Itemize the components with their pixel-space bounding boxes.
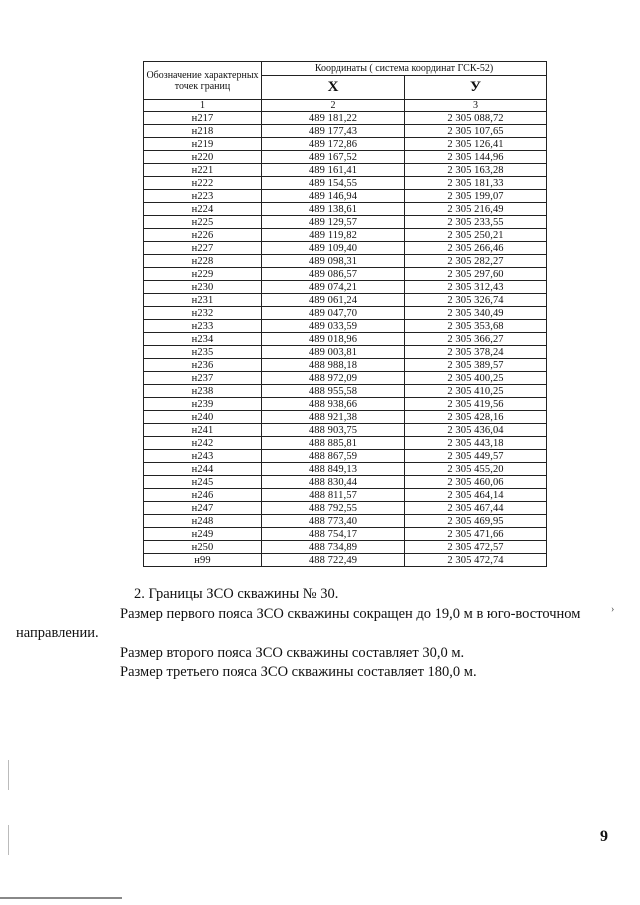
- x-coordinate-cell: 489 181,22: [262, 112, 405, 125]
- y-coordinate-cell: 2 305 472,74: [405, 554, 547, 567]
- point-name-cell: н244: [144, 463, 262, 476]
- x-coordinate-cell: 488 811,57: [262, 489, 405, 502]
- x-coordinate-cell: 489 129,57: [262, 216, 405, 229]
- column-number-2: 2: [262, 100, 405, 112]
- table-row: [144, 255, 547, 268]
- table-row: [144, 554, 547, 567]
- y-coordinate-cell: 2 305 233,55: [405, 216, 547, 229]
- x-coordinate-cell: 489 146,94: [262, 190, 405, 203]
- page-number: 9: [600, 828, 608, 845]
- table-row: [144, 346, 547, 359]
- point-name-cell: н218: [144, 125, 262, 138]
- y-coordinate-cell: 2 305 107,65: [405, 125, 547, 138]
- x-coordinate-cell: 489 003,81: [262, 346, 405, 359]
- point-name-cell: н219: [144, 138, 262, 151]
- x-coordinate-cell: 488 792,55: [262, 502, 405, 515]
- y-coordinate-cell: 2 305 449,57: [405, 450, 547, 463]
- y-coordinate-cell: 2 305 312,43: [405, 281, 547, 294]
- point-name-cell: н239: [144, 398, 262, 411]
- paragraph-first-zone: Размер первого пояса ЗСО скважины сокращен до 19,0 м в юго-восточном: [120, 605, 581, 622]
- y-coordinate-cell: 2 305 464,14: [405, 489, 547, 502]
- x-coordinate-cell: 488 867,59: [262, 450, 405, 463]
- y-coordinate-cell: 2 305 436,04: [405, 424, 547, 437]
- table-row: [144, 229, 547, 242]
- section-heading: 2. Границы ЗСО скважины № 30.: [134, 586, 339, 602]
- y-coordinate-cell: 2 305 266,46: [405, 242, 547, 255]
- x-coordinate-cell: 488 903,75: [262, 424, 405, 437]
- point-name-cell: н236: [144, 359, 262, 372]
- y-coordinate-cell: 2 305 443,18: [405, 437, 547, 450]
- column-number-3: 3: [405, 100, 547, 112]
- table-row: [144, 450, 547, 463]
- y-coordinate-cell: 2 305 472,57: [405, 541, 547, 554]
- header-coordinate-system: Координаты ( система координат ГСК-52): [262, 62, 547, 76]
- point-name-cell: н245: [144, 476, 262, 489]
- table-row: [144, 268, 547, 281]
- point-name-cell: н242: [144, 437, 262, 450]
- y-coordinate-cell: 2 305 400,25: [405, 372, 547, 385]
- x-coordinate-cell: 488 773,40: [262, 515, 405, 528]
- x-coordinate-cell: 489 172,86: [262, 138, 405, 151]
- text-block: [16, 585, 620, 683]
- x-coordinate-cell: 489 061,24: [262, 294, 405, 307]
- point-name-cell: н238: [144, 385, 262, 398]
- header-x: X: [262, 75, 405, 99]
- x-coordinate-cell: 489 138,61: [262, 203, 405, 216]
- point-name-cell: н99: [144, 554, 262, 567]
- point-name-cell: н227: [144, 242, 262, 255]
- point-name-cell: н223: [144, 190, 262, 203]
- table-row: [144, 541, 547, 554]
- x-coordinate-cell: 489 161,41: [262, 164, 405, 177]
- y-coordinate-cell: 2 305 467,44: [405, 502, 547, 515]
- paragraph-second-zone: Размер второго пояса ЗСО скважины составляет 30,0 м.: [120, 644, 465, 661]
- table-row: [144, 437, 547, 450]
- y-coordinate-cell: 2 305 410,25: [405, 385, 547, 398]
- y-coordinate-cell: 2 305 163,28: [405, 164, 547, 177]
- table-row: [144, 125, 547, 138]
- scan-edge-mark: [8, 760, 9, 790]
- y-coordinate-cell: 2 305 282,27: [405, 255, 547, 268]
- x-coordinate-cell: 489 109,40: [262, 242, 405, 255]
- x-coordinate-cell: 488 754,17: [262, 528, 405, 541]
- x-coordinate-cell: 488 988,18: [262, 359, 405, 372]
- y-coordinate-cell: 2 305 455,20: [405, 463, 547, 476]
- header-point-designation: Обозначение характерных точек границ: [144, 62, 262, 100]
- table-row: [144, 164, 547, 177]
- table-row: [144, 372, 547, 385]
- table-row: [144, 476, 547, 489]
- y-coordinate-cell: 2 305 469,95: [405, 515, 547, 528]
- y-coordinate-cell: 2 305 428,16: [405, 411, 547, 424]
- y-coordinate-cell: 2 305 340,49: [405, 307, 547, 320]
- table-row: [144, 359, 547, 372]
- point-name-cell: н243: [144, 450, 262, 463]
- point-name-cell: н233: [144, 320, 262, 333]
- x-coordinate-cell: 488 955,58: [262, 385, 405, 398]
- table-row: [144, 489, 547, 502]
- point-name-cell: н240: [144, 411, 262, 424]
- point-name-cell: н231: [144, 294, 262, 307]
- table-row: [144, 138, 547, 151]
- table-row: [144, 177, 547, 190]
- table-row: [144, 463, 547, 476]
- y-coordinate-cell: 2 305 389,57: [405, 359, 547, 372]
- x-coordinate-cell: 488 972,09: [262, 372, 405, 385]
- point-name-cell: н229: [144, 268, 262, 281]
- table-row: [144, 281, 547, 294]
- table-row: [144, 515, 547, 528]
- table-row: [144, 398, 547, 411]
- table-row: [144, 294, 547, 307]
- table-body: [144, 112, 547, 567]
- paragraph-first-zone-continued: направлении.: [16, 625, 99, 641]
- x-coordinate-cell: 488 921,38: [262, 411, 405, 424]
- table-row: [144, 307, 547, 320]
- x-coordinate-cell: 489 177,43: [262, 125, 405, 138]
- y-coordinate-cell: 2 305 366,27: [405, 333, 547, 346]
- y-coordinate-cell: 2 305 419,56: [405, 398, 547, 411]
- y-coordinate-cell: 2 305 460,06: [405, 476, 547, 489]
- x-coordinate-cell: 488 938,66: [262, 398, 405, 411]
- column-number-1: 1: [144, 100, 262, 112]
- y-coordinate-cell: 2 305 378,24: [405, 346, 547, 359]
- table-row: [144, 320, 547, 333]
- coordinates-table: [143, 61, 547, 567]
- point-name-cell: н234: [144, 333, 262, 346]
- y-coordinate-cell: 2 305 181,33: [405, 177, 547, 190]
- point-name-cell: н226: [144, 229, 262, 242]
- x-coordinate-cell: 489 086,57: [262, 268, 405, 281]
- x-coordinate-cell: 489 033,59: [262, 320, 405, 333]
- point-name-cell: н249: [144, 528, 262, 541]
- x-coordinate-cell: 488 849,13: [262, 463, 405, 476]
- y-coordinate-cell: 2 305 250,21: [405, 229, 547, 242]
- table-row: [144, 203, 547, 216]
- table-row: [144, 112, 547, 125]
- y-coordinate-cell: 2 305 353,68: [405, 320, 547, 333]
- y-coordinate-cell: 2 305 216,49: [405, 203, 547, 216]
- x-coordinate-cell: 489 098,31: [262, 255, 405, 268]
- point-name-cell: н232: [144, 307, 262, 320]
- y-coordinate-cell: 2 305 297,60: [405, 268, 547, 281]
- x-coordinate-cell: 489 119,82: [262, 229, 405, 242]
- point-name-cell: н230: [144, 281, 262, 294]
- point-name-cell: н250: [144, 541, 262, 554]
- point-name-cell: н247: [144, 502, 262, 515]
- table-row: [144, 411, 547, 424]
- table-row: [144, 502, 547, 515]
- header-y: У: [405, 75, 547, 99]
- y-coordinate-cell: 2 305 144,96: [405, 151, 547, 164]
- point-name-cell: н221: [144, 164, 262, 177]
- table-row: [144, 424, 547, 437]
- point-name-cell: н237: [144, 372, 262, 385]
- y-coordinate-cell: 2 305 471,66: [405, 528, 547, 541]
- point-name-cell: н222: [144, 177, 262, 190]
- x-coordinate-cell: 489 018,96: [262, 333, 405, 346]
- x-coordinate-cell: 488 885,81: [262, 437, 405, 450]
- y-coordinate-cell: 2 305 199,07: [405, 190, 547, 203]
- point-name-cell: н217: [144, 112, 262, 125]
- point-name-cell: н228: [144, 255, 262, 268]
- table-row: [144, 333, 547, 346]
- x-coordinate-cell: 489 074,21: [262, 281, 405, 294]
- x-coordinate-cell: 488 830,44: [262, 476, 405, 489]
- point-name-cell: н220: [144, 151, 262, 164]
- y-coordinate-cell: 2 305 326,74: [405, 294, 547, 307]
- point-name-cell: н225: [144, 216, 262, 229]
- x-coordinate-cell: 489 154,55: [262, 177, 405, 190]
- table-row: [144, 242, 547, 255]
- table-row: [144, 190, 547, 203]
- point-name-cell: н241: [144, 424, 262, 437]
- x-coordinate-cell: 489 047,70: [262, 307, 405, 320]
- point-name-cell: н248: [144, 515, 262, 528]
- side-mark: ›: [611, 604, 615, 615]
- point-name-cell: н246: [144, 489, 262, 502]
- y-coordinate-cell: 2 305 088,72: [405, 112, 547, 125]
- x-coordinate-cell: 488 734,89: [262, 541, 405, 554]
- paragraph-third-zone: Размер третьего пояса ЗСО скважины составляет 180,0 м.: [120, 664, 477, 680]
- scan-edge-line: [0, 897, 122, 899]
- y-coordinate-cell: 2 305 126,41: [405, 138, 547, 151]
- table-row: [144, 151, 547, 164]
- x-coordinate-cell: 489 167,52: [262, 151, 405, 164]
- scan-edge-mark-lower: [8, 825, 9, 855]
- table-row: [144, 216, 547, 229]
- point-name-cell: н224: [144, 203, 262, 216]
- x-coordinate-cell: 488 722,49: [262, 554, 405, 567]
- point-name-cell: н235: [144, 346, 262, 359]
- table-row: [144, 385, 547, 398]
- table-row: [144, 528, 547, 541]
